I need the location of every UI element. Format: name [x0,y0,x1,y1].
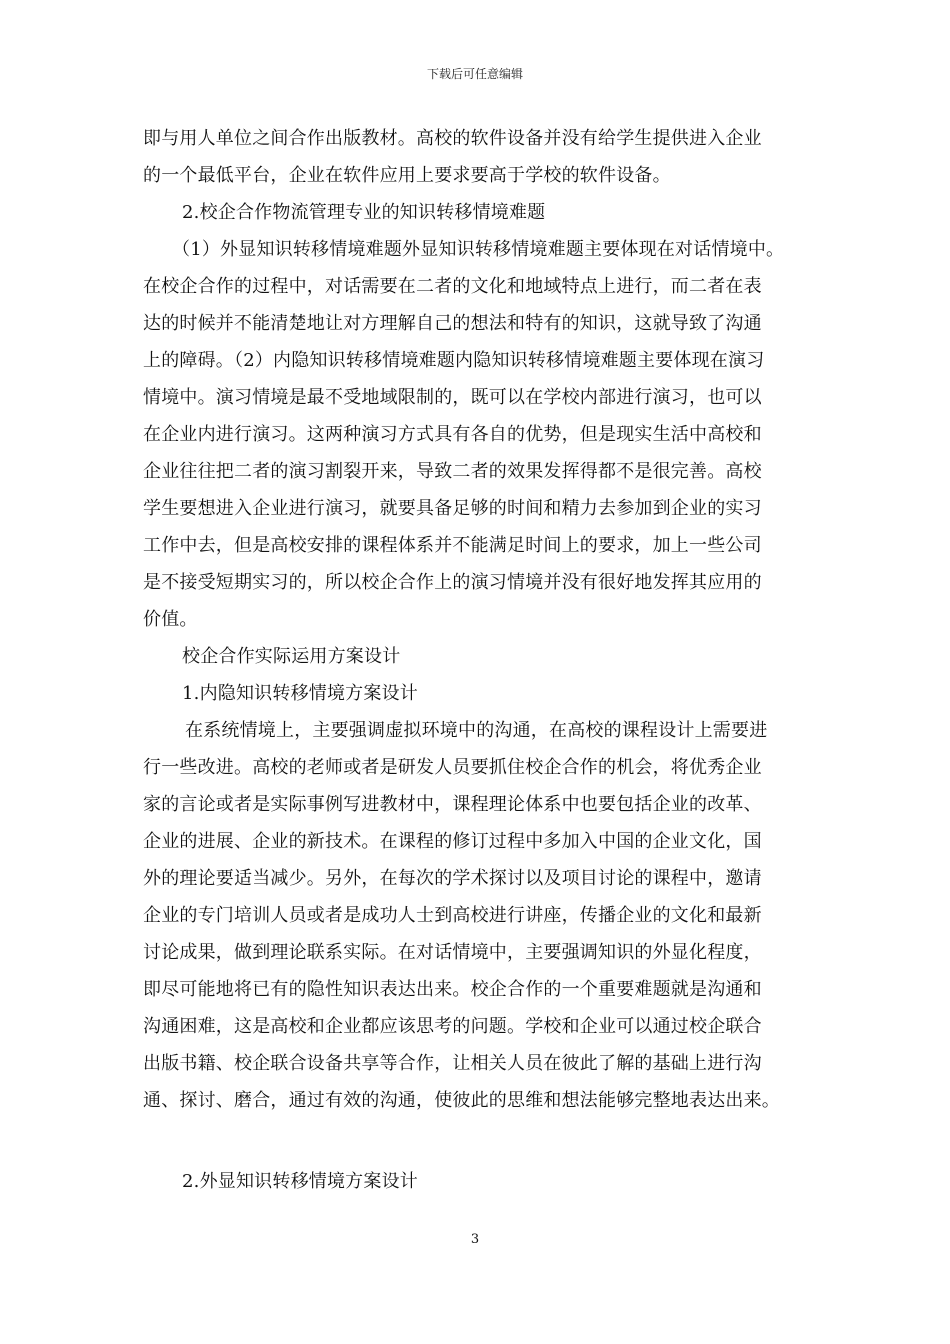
body-line: 情境中。演习情境是最不受地域限制的，既可以在学校内部进行演习，也可以 [143,387,762,408]
body-line: 即尽可能地将已有的隐性知识表达出来。校企合作的一个重要难题就是沟通和 [143,979,762,1000]
body-line: 行一些改进。高校的老师或者是研发人员要抓住校企合作的机会，将优秀企业 [143,757,762,778]
body-line: 价值。 [143,609,198,630]
body-line: 学生要想进入企业进行演习，就要具备足够的时间和精力去参加到企业的实习 [143,498,762,519]
body-line: 外的理论要适当减少。另外，在每次的学术探讨以及项目讨论的课程中，邀请 [143,868,762,889]
body-line: 是不接受短期实习的，所以校企合作上的演习情境并没有很好地发挥其应用的 [143,572,762,593]
section-heading: 校企合作实际运用方案设计 [182,646,401,667]
body-line: 沟通困难，这是高校和企业都应该思考的问题。学校和企业可以通过校企联合 [143,1016,762,1037]
body-line: （1）外显知识转移情境难题外显知识转移情境难题主要体现在对话情境中。 [172,239,785,260]
body-line: 企业往往把二者的演习割裂开来，导致二者的效果发挥得都不是很完善。高校 [143,461,762,482]
body-line: 通、探讨、磨合，通过有效的沟通，使彼此的思维和想法能够完整地表达出来。 [143,1090,780,1111]
page-number: 3 [470,1232,480,1247]
body-line: 在企业内进行演习。这两种演习方式具有各自的优势，但是现实生活中高校和 [143,424,762,445]
body-line: 上的障碍。（2）内隐知识转移情境难题内隐知识转移情境难题主要体现在演习 [143,350,765,371]
subsection-heading: 1.内隐知识转移情境方案设计 [182,683,418,704]
page-header: 下载后可任意编辑 [426,67,523,81]
body-line: 家的言论或者是实际事例写进教材中，课程理论体系中也要包括企业的改革、 [143,794,762,815]
body-line: 工作中去，但是高校安排的课程体系并不能满足时间上的要求，加上一些公司 [143,535,762,556]
body-line: 达的时候并不能清楚地让对方理解自己的想法和特有的知识，这就导致了沟通 [143,313,762,334]
body-line: 讨论成果，做到理论联系实际。在对话情境中，主要强调知识的外显化程度， [143,942,762,963]
body-line: 企业的进展、企业的新技术。在课程的修订过程中多加入中国的企业文化，国 [143,831,762,852]
subsection-heading: 2.外显知识转移情境方案设计 [182,1171,418,1192]
section-heading: 2.校企合作物流管理专业的知识转移情境难题 [182,202,546,223]
body-line: 即与用人单位之间合作出版教材。高校的软件设备并没有给学生提供进入企业 [143,128,762,149]
body-line: 出版书籍、校企联合设备共享等合作，让相关人员在彼此了解的基础上进行沟 [143,1053,762,1074]
body-line: 企业的专门培训人员或者是成功人士到高校进行讲座，传播企业的文化和最新 [143,905,762,926]
body-line: 的一个最低平台，企业在软件应用上要求要高于学校的软件设备。 [143,165,671,186]
body-line: 在系统情境上，主要强调虚拟环境中的沟通，在高校的课程设计上需要进 [185,720,768,741]
body-line: 在校企合作的过程中，对话需要在二者的文化和地域特点上进行，而二者在表 [143,276,762,297]
